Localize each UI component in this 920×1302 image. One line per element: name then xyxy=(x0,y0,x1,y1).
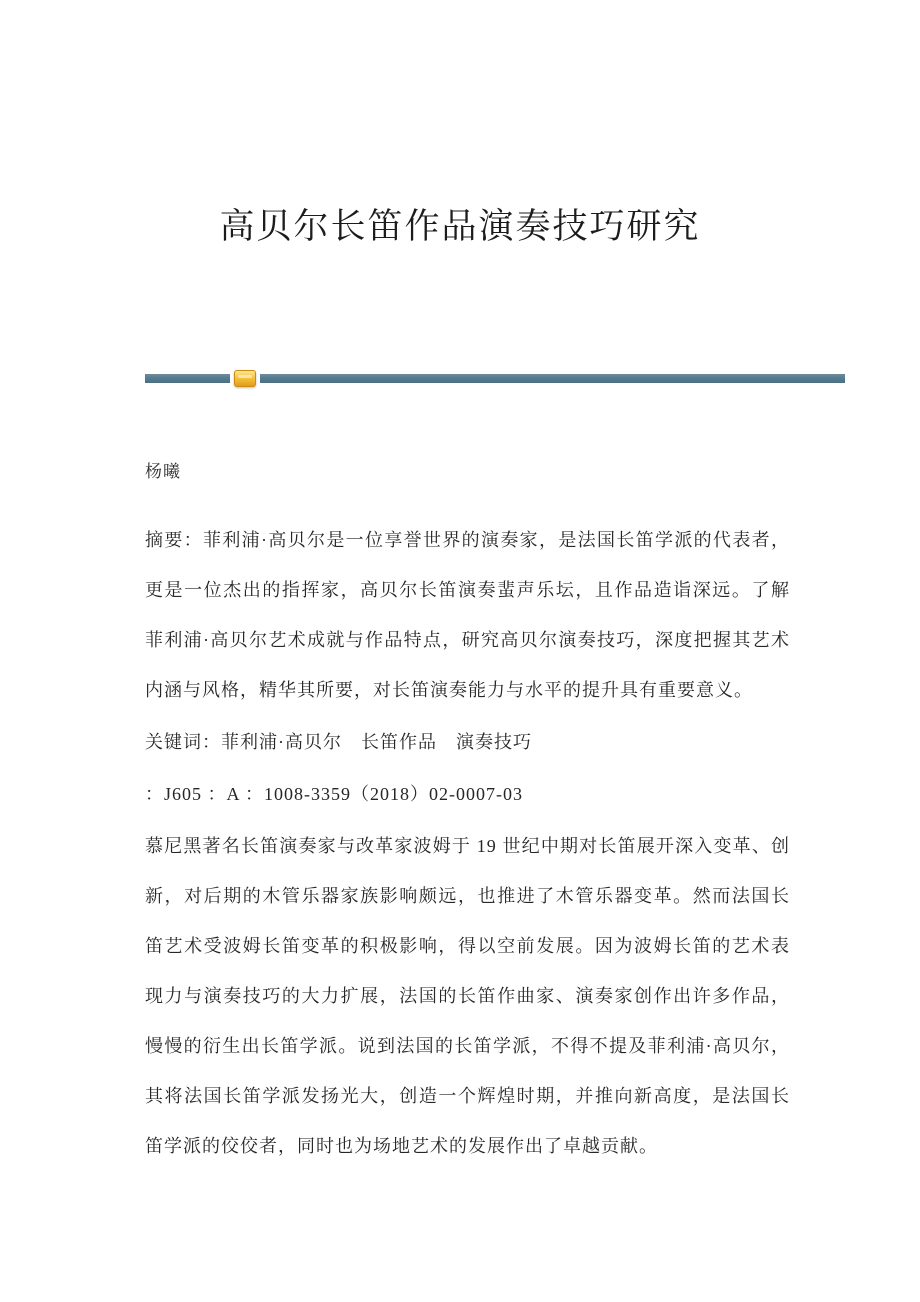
divider-line-right xyxy=(260,374,845,383)
classification-line: ：J605 ：A ：1008-3359（2018）02-0007-03 xyxy=(145,784,523,804)
page-title: 高贝尔长笛作品演奏技巧研究 xyxy=(219,207,701,246)
document-body xyxy=(145,447,790,1171)
section-divider xyxy=(145,369,845,387)
envelope-icon xyxy=(234,370,256,387)
author-name: 杨曦 xyxy=(145,462,181,481)
keywords-line: 关键词：菲利浦·高贝尔 长笛作品 演奏技巧 xyxy=(145,732,532,752)
abstract-paragraph: 摘要：菲利浦·高贝尔是一位享誉世界的演奏家，是法国长笛学派的代表者，更是一位杰出的指挥家，高贝尔长笛演奏蜚声乐坛，且作品造诣深远。了解菲利浦·高贝尔艺术成就与作品特点，研究高贝尔演奏技巧，深度把握其艺术内涵与风格，精华其所要，对长笛演奏能力与水平的提升具有重要意义。 xyxy=(145,530,790,700)
body-paragraph: 慕尼黑著名长笛演奏家与改革家波姆于 19 世纪中期对长笛展开深入变革、创新，对后期的木管乐器家族影响颇远，也推进了木管乐器变革。然而法国长笛艺术受波姆长笛变革的积极影响，得以空前发展。因为波姆长笛的艺术表现力与演奏技巧的大力扩展，法国的长笛作曲家、演奏家创作出许多作品，慢慢的衍生出长笛学派。说到法国的长笛学派，不得不提及菲利浦·高贝尔，其将法国长笛学派发扬光大，创造一个辉煌时期，并推向新高度，是法国长笛学派的佼佼者，同时也为场地艺术的发展作出了卓越贡献。 xyxy=(145,836,790,1156)
divider-line-left xyxy=(145,374,230,383)
